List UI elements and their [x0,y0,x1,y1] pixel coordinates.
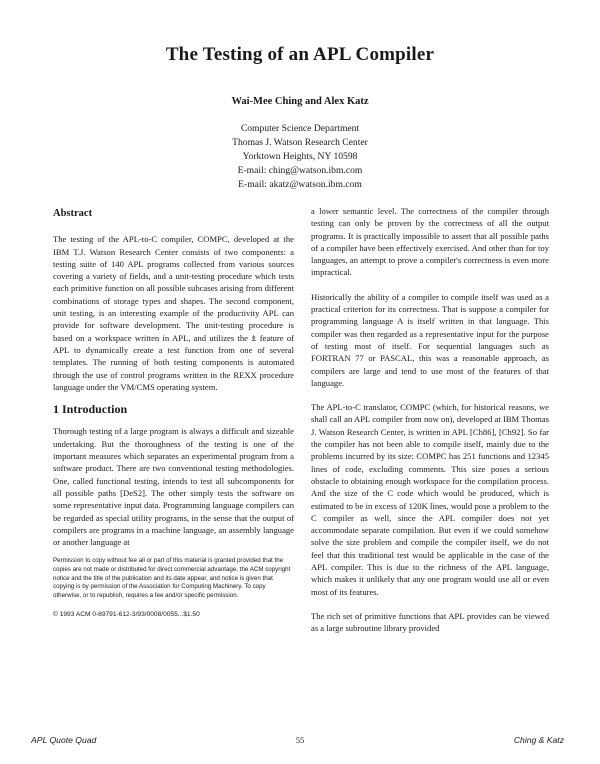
body-paragraph: The APL-to-C translator, COMPC (which, for historical reasons, we shall call an APL compiler from now on), developed at IBM Thomas J. Watson Research Center, is written in APL [Ch86], [Ch92]. So far the compiler has not been able to compile itself, mainly due to the problems incurred by its size: COMPC has 251 functions and 12345 lines of code, excluding comments. This size poses a serious obstacle to obtaining enough workspace for the compilation process. And the size of the C code which would be produced, which is estimated to be in excess of 120K lines, would pose a problem to the C compiler as well, since the APL compiler does not yet accommodate separate compilation. But even if we could somehow solve the size problem and compile the compiler itself, we do not feel that this traditional test would be applicable in the case of the APL compiler. This is due to the richness of the APL language, which makes it unlikely that any one program would use all or even most of its features. [311,402,549,597]
right-column [311,205,549,647]
affiliation-email: E-mail: ching@watson.ibm.com [237,165,363,176]
footer-authors: Ching & Katz [513,735,564,745]
permission-notice: Permission to copy without fee all or part of this material is granted provided that the copies are not made or distributed for direct commercial advantage, the ACM copyright notice and the title of the publication and its date appear, and notice is given that copying is by permission of the Association for Computing Machinery. To copy otherwise, or to republish, requires a fee and/or specific permission. [53,557,291,599]
footer-page-number: 55 [295,735,305,745]
affiliation-line: Computer Science Department [240,123,360,134]
abstract-text: The testing of the APL-to-C compiler, COMPC, developed at the IBM T.J. Watson Research Center consists of two components: a testing suite of 140 APL programs collected from various sources covering a variety of fields, and a unit-testing procedure which tests each primitive function on all possible subcases arising from different combinations of storage types and shapes. The second component, unit testing, is an interesting example of the productivity APL can provide for software development. The unit-testing procedure is based on a workspace written in APL, and utilizes the ⍎ feature of APL to dynamically create a test function from one of several templates. The running of both testing components is automated through the use of control programs written in the REXX procedure language under the VM/CMS operating system. [53,234,294,392]
affiliation-email: E-mail: akatz@watson.ibm.com [238,179,362,190]
left-column [53,206,294,619]
author-affiliation [0,122,600,192]
body-paragraph: Historically the ability of a compiler to compile itself was used as a practical criterion for its correctness. That is suppose a compiler for programming language A is itself written in that language. This compiler was then regarded as a representative input for the purpose of testing most of itself. For sequential languages such as FORTRAN 77 or PASCAL, this was a reasonable approach, as compilers are large and tend to use most of the features of that language. [311,291,549,388]
introduction-text: Thorough testing of a large program is always a difficult and sizeable undertaking. But the thoroughness of the testing is one of the important measures which separates an experimental program from a software product. There are two conventional testing methodologies. One, called functional testing, intends to test all subcomponents for all possible paths [DeS2]. The other simply tests the software on some representative input data. Programming language compilers can be regarded as special utility programs, in the sense that the output of compilers are programs in a machine language, an assembly language or another language at [53,426,294,548]
affiliation-line: Yorktown Heights, NY 10598 [242,151,358,162]
abstract-heading: Abstract [53,208,93,219]
paper-title: The Testing of an APL Compiler [165,44,435,65]
body-paragraph: The rich set of primitive functions that APL provides can be viewed as a large subroutine library provided [311,610,549,634]
affiliation-line: Thomas J. Watson Research Center [232,137,368,148]
introduction-heading: 1 Introduction [53,402,128,417]
paper-authors: Wai-Mee Ching and Alex Katz [231,96,369,107]
copyright-line: © 1993 ACM 0-89791-612-3/93/0008/0055...$1.50 [53,611,200,619]
footer-journal: APL Quote Quad [31,735,97,745]
body-paragraph: a lower semantic level. The correctness of the compiler through testing can only be proven by the correctness of all the output programs. It is practically impossible to assert that all possible paths of a compiler have been effectively exercised. And other than for toy languages, an attempt to prove a compiler's correctness is even more impractical. [311,206,549,278]
